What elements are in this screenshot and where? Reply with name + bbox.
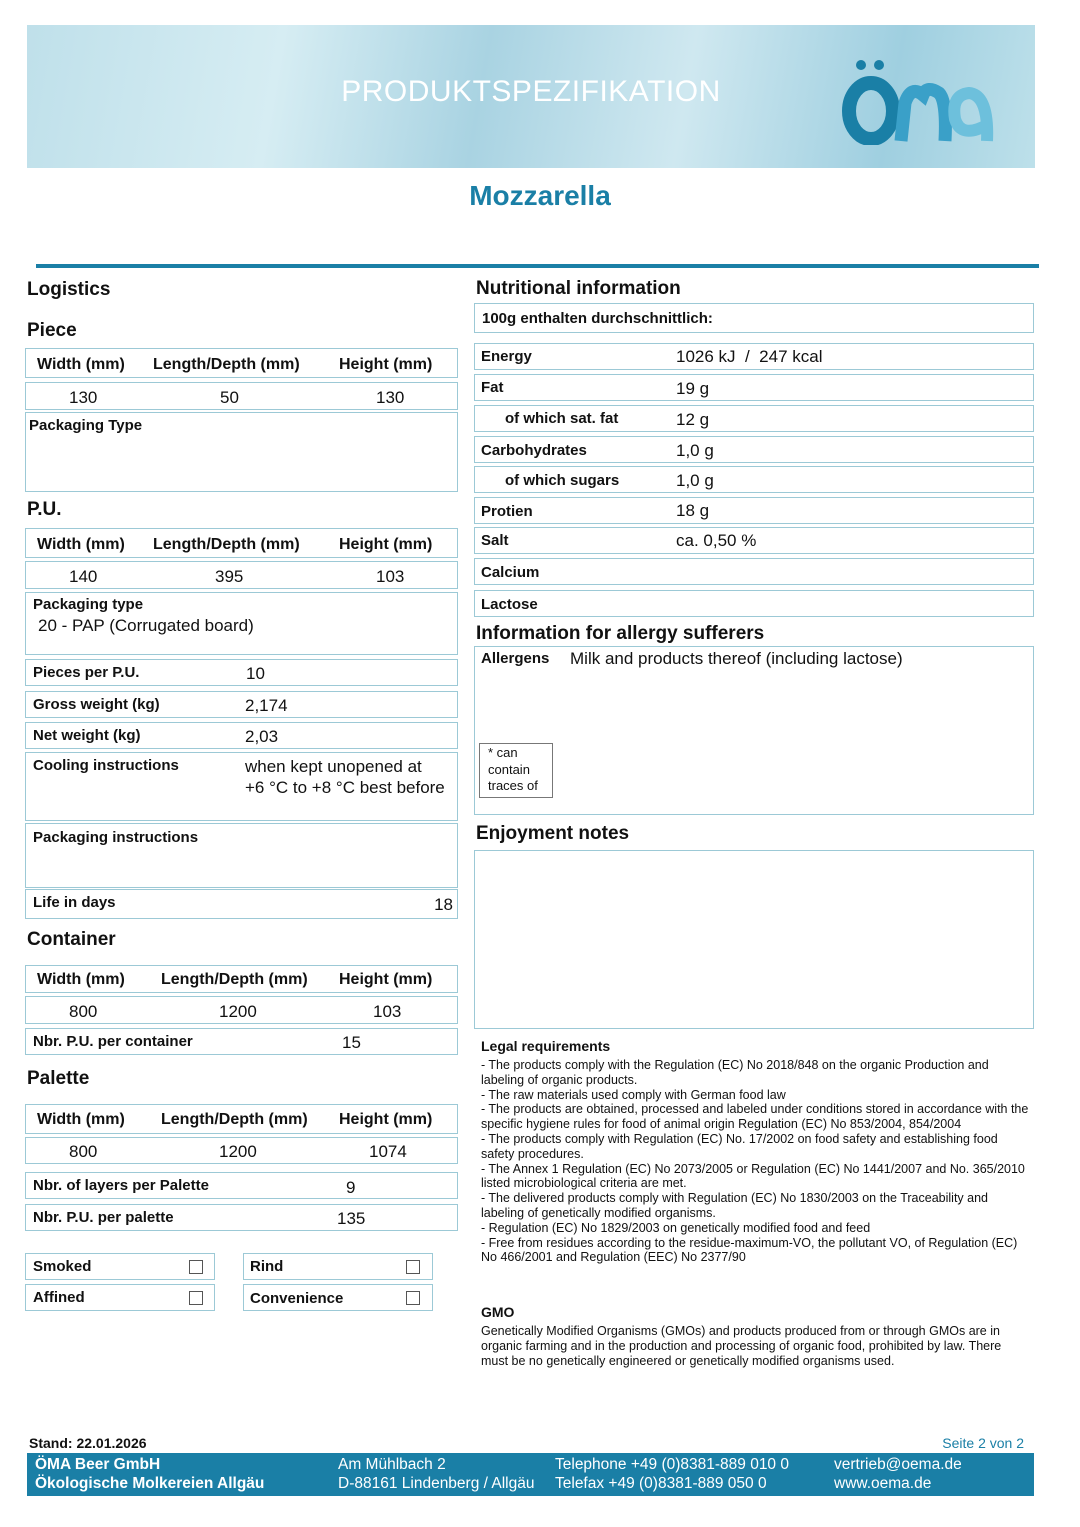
pieces-per-pu-row (25, 659, 458, 686)
pu-packaging-type (25, 592, 458, 655)
affined-checkbox[interactable] (189, 1291, 203, 1305)
nutrition-label: Protien (481, 503, 533, 520)
nutrition-row-energy (474, 343, 1034, 370)
nutrition-row-lactose (474, 590, 1034, 617)
nutrition-value: 18 g (676, 501, 710, 520)
palette-layers-label: Nbr. of layers per Palette (33, 1177, 209, 1194)
nutrition-row-carbohydrates (474, 436, 1034, 463)
legal-line: - The products are obtained, processed and labeled under conditions stored in accordance with the specific hygiene rules for food of animal origin Regulation (EC) No 853/2004, 854/2004 (481, 1102, 1029, 1132)
pu-per-container-value: 15 (342, 1033, 361, 1052)
footer-address-city: D-88161 Lindenberg / Allgäu (338, 1475, 535, 1492)
pu-col-length: Length/Depth (mm) (153, 536, 300, 553)
legal-line: - The products comply with the Regulation (EC) No 2018/848 on the organic Production and labeling of organic products. (481, 1058, 989, 1087)
stand-date: Stand: 22.01.2026 (29, 1435, 147, 1451)
allergens-value: Milk and products thereof (including lactose) (570, 649, 903, 668)
footer-fax: Telefax +49 (0)8381-889 050 0 (555, 1475, 767, 1492)
smoked-checkbox[interactable] (189, 1260, 203, 1274)
container-col-length: Length/Depth (mm) (161, 971, 308, 988)
packaging-instructions-row (25, 823, 458, 888)
nutrition-label: Lactose (481, 596, 538, 613)
legal-text (481, 1058, 1031, 1265)
legal-line: - The delivered products comply with Regulation (EC) No 1830/2003 on the Traceability and labeling of genetically modified organisms. (481, 1191, 988, 1220)
nutrition-value: 1026 kJ / 247 kcal (676, 347, 823, 366)
traces-note-box (479, 743, 553, 798)
palette-layers-value: 9 (346, 1178, 356, 1197)
nutrition-value: 12 g (676, 410, 710, 429)
footer-website[interactable]: www.oema.de (834, 1475, 932, 1492)
legal-line: - The raw materials used comply with German food law (481, 1087, 786, 1102)
nutrition-label: Calcium (481, 564, 540, 581)
footer-bar (27, 1453, 1034, 1496)
piece-width: 130 (69, 388, 98, 407)
pu-values-row (25, 561, 458, 589)
pieces-per-pu-value: 10 (246, 664, 265, 683)
footer-company-sub: Ökologische Molkereien Allgäu (35, 1475, 265, 1492)
convenience-row (243, 1284, 433, 1311)
page-number: Seite 2 von 2 (942, 1435, 1024, 1451)
legal-title: Legal requirements (481, 1038, 611, 1054)
nutrition-subtitle: 100g enthalten durchschnittlich: (482, 310, 713, 327)
pu-length: 395 (215, 567, 244, 586)
cooling-value: when kept unopened at +6 °C to +8 °C best before (245, 757, 445, 797)
legal-line: - The Annex 1 Regulation (EC) No 2073/2005 or Regulation (EC) No 1441/2007 and No. 365/2010 listed microbiological criteria are met. (481, 1161, 1025, 1191)
pu-per-container-label: Nbr. P.U. per container (33, 1033, 193, 1050)
container-header-row (25, 965, 458, 993)
enjoyment-box (474, 850, 1034, 1029)
nutrition-value: 1,0 g (676, 441, 714, 460)
palette-length: 1200 (219, 1142, 257, 1161)
nutrition-row-protein (474, 497, 1034, 524)
gmo-text: Genetically Modified Organisms (GMOs) and products produced from or through GMOs are in organic farming and in the production and processing of organic food, prohibited by law. There must be no genetically engineered or genetically modified organisms used. (481, 1324, 1002, 1368)
palette-width: 800 (69, 1142, 98, 1161)
pu-col-height: Height (mm) (339, 536, 433, 553)
footer-email[interactable]: vertrieb@oema.de (834, 1456, 962, 1473)
pu-per-container-row (25, 1028, 458, 1055)
nutrition-title: Nutritional information (476, 278, 681, 299)
pu-col-width: Width (mm) (37, 536, 125, 553)
footer-phone: Telephone +49 (0)8381-889 010 0 (555, 1456, 789, 1473)
pu-per-palette-row (25, 1204, 458, 1231)
piece-height: 130 (376, 388, 405, 407)
header-banner (27, 25, 1035, 168)
enjoyment-title: Enjoyment notes (476, 823, 630, 844)
palette-header-row (25, 1104, 458, 1134)
affined-label: Affined (33, 1289, 85, 1306)
palette-col-height: Height (mm) (339, 1111, 433, 1128)
container-height: 103 (373, 1002, 402, 1021)
pu-height: 103 (376, 567, 405, 586)
piece-values-row (25, 382, 458, 410)
pu-title: P.U. (27, 499, 62, 520)
nutrition-label: Fat (481, 379, 504, 396)
nutrition-label: of which sugars (505, 472, 620, 489)
rind-checkbox[interactable] (406, 1260, 420, 1274)
nutrition-label: Energy (481, 348, 532, 365)
container-width: 800 (69, 1002, 98, 1021)
life-in-days-label: Life in days (33, 894, 116, 911)
gross-weight-label: Gross weight (kg) (33, 696, 160, 713)
nutrition-label: of which sat. fat (505, 410, 619, 427)
allergens-label: Allergens (481, 650, 550, 667)
convenience-label: Convenience (250, 1290, 344, 1307)
palette-height: 1074 (369, 1142, 407, 1161)
nutrition-label: Carbohydrates (481, 442, 587, 459)
pu-per-palette-label: Nbr. P.U. per palette (33, 1209, 174, 1226)
footer-company: ÖMA Beer GmbH (35, 1456, 161, 1473)
legal-line: - The products comply with Regulation (EC) No. 17/2002 on food safety and establishing food safety procedures. (481, 1131, 998, 1161)
container-col-height: Height (mm) (339, 971, 433, 988)
nutrition-value: ca. 0,50 % (676, 531, 757, 550)
piece-col-height: Height (mm) (339, 356, 433, 373)
nutrition-row-salt (474, 527, 1034, 554)
life-in-days-row (25, 889, 458, 919)
piece-length: 50 (220, 388, 239, 407)
banner-title: PRODUKTSPEZIFIKATION (341, 75, 721, 108)
nutrition-subtitle-row (474, 303, 1034, 333)
net-weight-label: Net weight (kg) (33, 727, 141, 744)
piece-packaging-type (25, 412, 458, 492)
piece-col-width: Width (mm) (37, 356, 125, 373)
piece-header-row (25, 348, 458, 378)
nutrition-value: 19 g (676, 379, 710, 398)
smoked-row (25, 1253, 215, 1280)
piece-packaging-type-label: Packaging Type (29, 417, 143, 434)
allergy-title: Information for allergy sufferers (476, 623, 765, 644)
cooling-label: Cooling instructions (33, 757, 179, 774)
nutrition-row-fat (474, 374, 1034, 401)
palette-values-row (25, 1137, 458, 1164)
nutrition-row-sugars (474, 466, 1034, 493)
container-title: Container (27, 929, 116, 950)
net-weight-value: 2,03 (245, 727, 279, 746)
oema-logo (839, 55, 1009, 145)
smoked-label: Smoked (33, 1258, 92, 1275)
pu-packaging-type-value: 20 - PAP (Corrugated board) (38, 616, 254, 635)
pu-header-row (25, 528, 458, 558)
allergy-box (474, 646, 1034, 815)
container-values-row (25, 996, 458, 1024)
gmo-title: GMO (481, 1304, 515, 1320)
gross-weight-value: 2,174 (245, 696, 288, 715)
logistics-title: Logistics (27, 279, 111, 300)
piece-col-length: Length/Depth (mm) (153, 356, 300, 373)
affined-row (25, 1284, 215, 1311)
pu-per-palette-value: 135 (337, 1209, 366, 1228)
nutrition-row-sat-fat (474, 405, 1034, 432)
pu-width: 140 (69, 567, 98, 586)
palette-layers-row (25, 1172, 458, 1199)
legal-line: - Regulation (EC) No 1829/2003 on genetically modified food and feed (481, 1220, 871, 1235)
pu-packaging-type-label: Packaging type (33, 596, 144, 613)
net-weight-row (25, 722, 458, 749)
rind-label: Rind (250, 1258, 284, 1275)
pieces-per-pu-label: Pieces per P.U. (33, 664, 140, 681)
nutrition-label: Salt (481, 532, 509, 549)
packaging-instructions-label: Packaging instructions (33, 829, 199, 846)
container-col-width: Width (mm) (37, 971, 125, 988)
palette-col-length: Length/Depth (mm) (161, 1111, 308, 1128)
piece-title: Piece (27, 320, 77, 341)
container-length: 1200 (219, 1002, 257, 1021)
footer-address-street: Am Mühlbach 2 (338, 1456, 446, 1473)
palette-title: Palette (27, 1068, 90, 1089)
product-name: Mozzarella (469, 180, 611, 211)
palette-col-width: Width (mm) (37, 1111, 125, 1128)
legal-line: - Free from residues according to the residue-maximum-VO, the pollutant VO, of Regulation (EC) No 466/2001 and Regulation (EEC) No 2377/90 (481, 1235, 1018, 1265)
gross-weight-row (25, 691, 458, 718)
nutrition-value: 1,0 g (676, 471, 714, 490)
cooling-row (25, 752, 458, 821)
life-in-days-value: 18 (434, 895, 453, 914)
rind-row (243, 1253, 433, 1280)
traces-note: * can contain traces of (488, 745, 538, 793)
convenience-checkbox[interactable] (406, 1291, 420, 1305)
divider-rule (36, 264, 1039, 268)
nutrition-row-calcium (474, 558, 1034, 585)
